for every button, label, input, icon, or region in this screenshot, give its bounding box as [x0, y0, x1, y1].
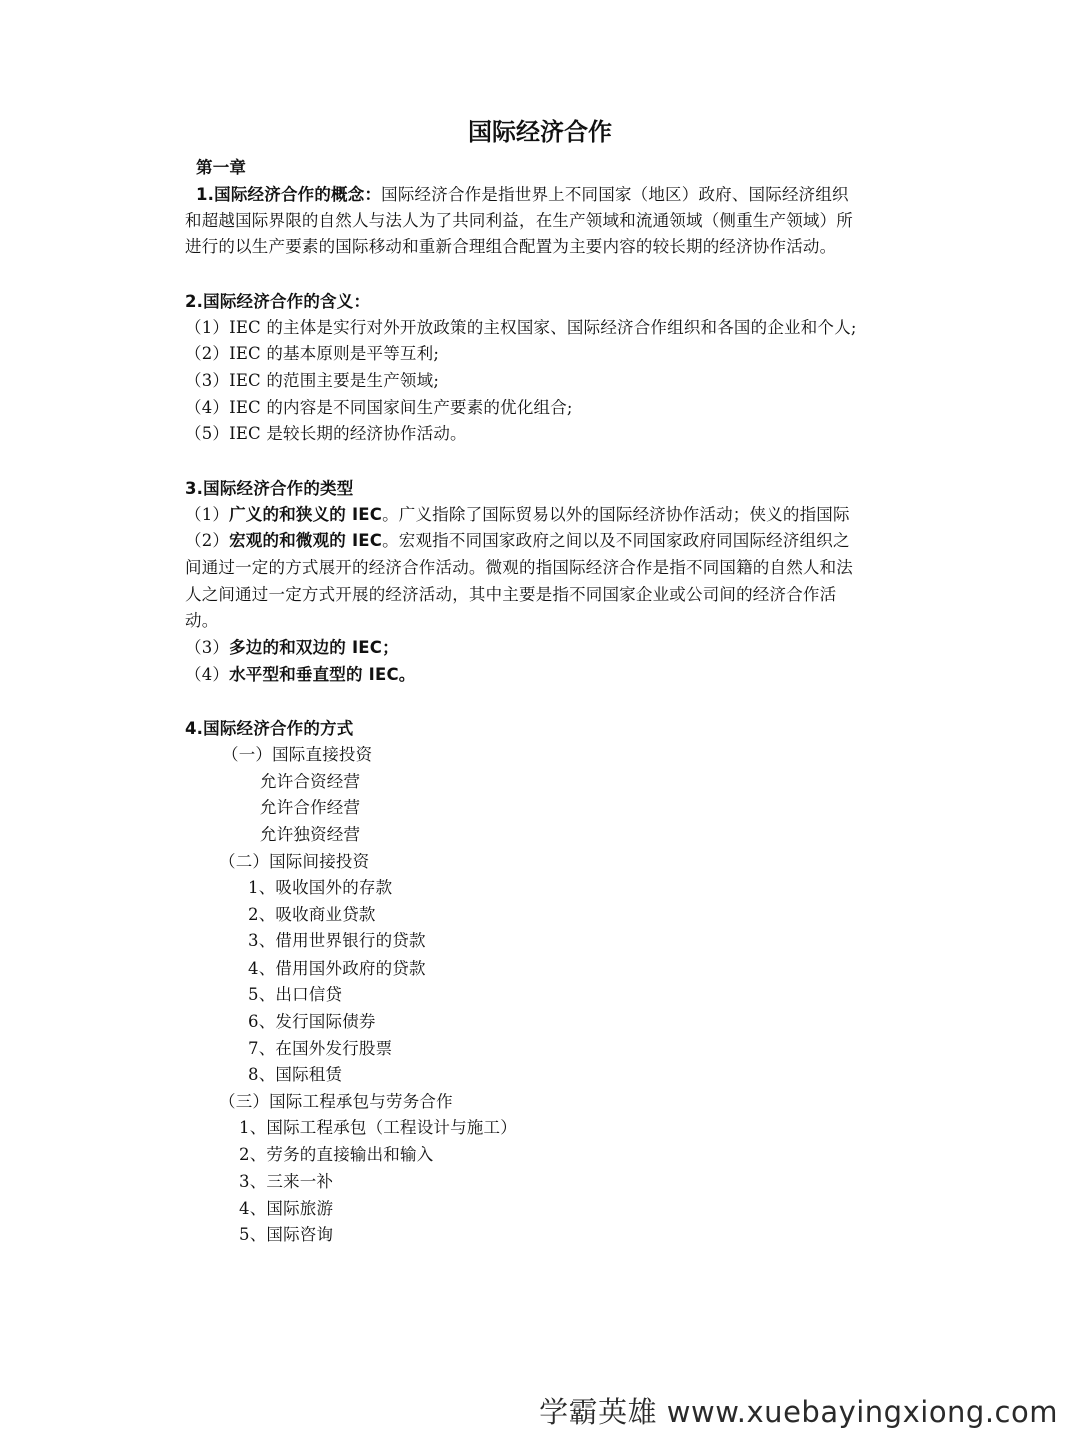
s4-group2-item: 8、国际租赁 [248, 1065, 343, 1084]
s3-item1: （1）广义的和狭义的 IEC。广义指除了国际贸易以外的国际经济协作活动；侠义的指国际 [185, 505, 850, 524]
s4-group2-label: （二）国际间接投资 [219, 852, 370, 871]
s4-group1-label: （一）国际直接投资 [222, 745, 373, 764]
s1-heading: 1.国际经济合作的概念： [196, 185, 382, 204]
s4-group3-item: 4、国际旅游 [239, 1199, 334, 1218]
s2-item: （3）IEC 的范围主要是生产领域; [185, 371, 440, 390]
s2-item: （1）IEC 的主体是实行对外开放政策的主权国家、国际经济合作组织和各国的企业和个人; [185, 318, 857, 337]
s4-group1-item: 允许合作经营 [260, 798, 361, 817]
s4-group2-item: 1、吸收国外的存款 [248, 878, 393, 897]
s3-item2-cont: 人之间通过一定方式开展的经济活动，其中主要是指不同国家企业或公司间的经济合作活 [185, 585, 837, 604]
s4-group3-item: 2、劳务的直接输出和输入 [239, 1145, 434, 1164]
s1-line3: 进行的以生产要素的国际移动和重新合理组合配置为主要内容的较长期的经济协作活动。 [185, 237, 837, 256]
s4-group3-item: 3、三来一补 [239, 1172, 334, 1191]
s3-item3: （3）多边的和双边的 IEC； [185, 638, 399, 657]
s3-heading: 3.国际经济合作的类型 [185, 479, 354, 498]
s2-item: （4）IEC 的内容是不同国家间生产要素的优化组合; [185, 398, 573, 417]
s4-group3-item: 1、国际工程承包（工程设计与施工） [239, 1118, 517, 1137]
s4-group3-item: 5、国际咨询 [239, 1225, 334, 1244]
s4-group2-item: 7、在国外发行股票 [248, 1039, 393, 1058]
s4-group2-item: 5、出口信贷 [248, 985, 343, 1004]
s3-item2-cont: 间通过一定的方式展开的经济合作活动。微观的指国际经济合作是指不同国籍的自然人和法 [185, 558, 853, 577]
s4-group2-item: 2、吸收商业贷款 [248, 905, 376, 924]
s4-group3-label: （三）国际工程承包与劳务合作 [219, 1092, 453, 1111]
s2-item: （2）IEC 的基本原则是平等互利; [185, 344, 440, 363]
s4-group2-item: 6、发行国际债券 [248, 1012, 376, 1031]
s4-group1-item: 允许合资经营 [260, 772, 361, 791]
s3-item4: （4）水平型和垂直型的 IEC。 [185, 665, 416, 684]
s4-heading: 4.国际经济合作的方式 [185, 719, 354, 738]
s1-line1: 1.国际经济合作的概念：国际经济合作是指世界上不同国家（地区）政府、国际经济组织 [196, 185, 849, 204]
site-watermark: 学霸英雄 www.xuebayingxiong.com [539, 1395, 1058, 1429]
s2-heading: 2.国际经济合作的含义： [185, 292, 371, 311]
s4-group2-item: 4、借用国外政府的贷款 [248, 959, 426, 978]
s4-group2-item: 3、借用世界银行的贷款 [248, 931, 426, 950]
s1-line2: 和超越国际界限的自然人与法人为了共同利益，在生产领域和流通领域（侧重生产领域）所 [185, 211, 853, 230]
s3-item2: （2）宏观的和微观的 IEC。宏观指不同国家政府之间以及不同国家政府同国际经济组织之 [185, 531, 850, 550]
s3-item2-cont: 动。 [185, 611, 219, 630]
s2-item: （5）IEC 是较长期的经济协作活动。 [185, 424, 467, 443]
chapter-heading: 第一章 [196, 158, 247, 177]
document-title: 国际经济合作 [468, 118, 612, 146]
s4-group1-item: 允许独资经营 [260, 825, 361, 844]
